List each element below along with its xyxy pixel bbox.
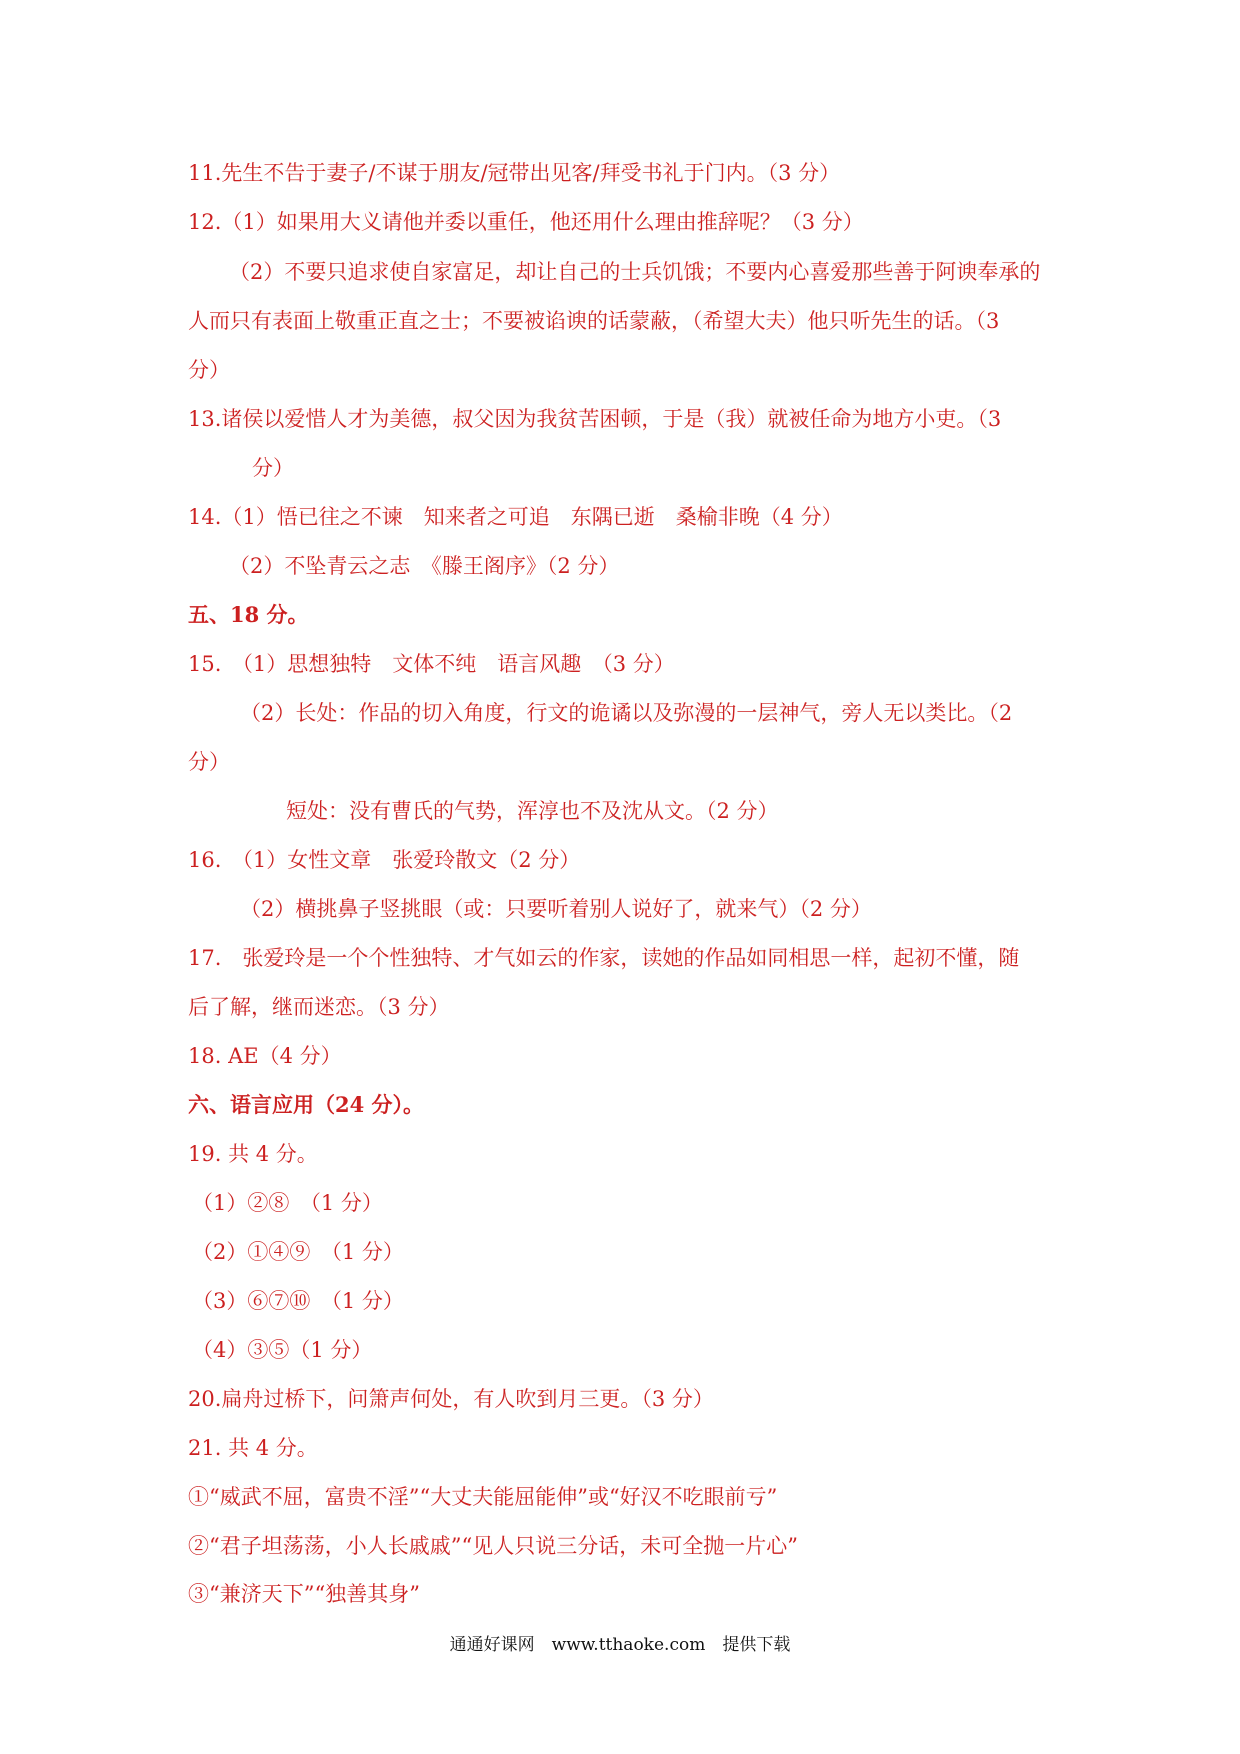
- answer-16-1: 16. （1）女性文章 张爱玲散文（2 分）: [188, 848, 581, 872]
- answer-19-2: （2）①④⑨ （1 分）: [192, 1240, 404, 1264]
- answer-12-1: 12.（1）如果用大义请他并委以重任，他还用什么理由推辞呢？（3 分）: [188, 210, 864, 234]
- answer-21-2: ②“君子坦荡荡，小人长戚戚”“见人只说三分话，未可全抛一片心”: [188, 1534, 798, 1558]
- answer-21-3: ③“兼济天下”“独善其身”: [188, 1582, 420, 1606]
- answer-14-2: （2）不坠青云之志 《滕王阁序》（2 分）: [229, 554, 620, 578]
- answer-19: 19. 共 4 分。: [188, 1142, 318, 1166]
- answer-17: 17. 张爱玲是一个个性独特、才气如云的作家，读她的作品如同相思一样，起初不懂，随: [188, 946, 1020, 970]
- answer-13-end: 分）: [252, 456, 294, 480]
- answer-20: 20.扁舟过桥下，问箫声何处，有人吹到月三更。（3 分）: [188, 1387, 714, 1411]
- answer-11: 11.先生不告于妻子/不谋于朋友/冠带出见客/拜受书礼于门内。（3 分）: [188, 161, 841, 185]
- page-footer: 通通好课网 www.tthaoke.com 提供下载: [449, 1635, 791, 1655]
- answer-12-2-end: 分）: [188, 358, 230, 382]
- answer-12-2-cont: 人而只有表面上敬重正直之士；不要被谄谀的话蒙蔽，（希望大夫）他只听先生的话。（3: [188, 309, 1000, 333]
- answer-21-1: ①“威武不屈，富贵不淫”“大丈夫能屈能伸”或“好汉不吃眼前亏”: [188, 1485, 778, 1509]
- answer-17-cont: 后了解，继而迷恋。（3 分）: [188, 995, 450, 1019]
- answer-19-1: （1）②⑧ （1 分）: [192, 1191, 383, 1215]
- answer-14-1: 14.（1）悟已往之不谏 知来者之可追 东隅已逝 桑榆非晚（4 分）: [188, 505, 843, 529]
- answer-18: 18. AE（4 分）: [188, 1044, 342, 1068]
- answer-16-2: （2）横挑鼻子竖挑眼（或：只要听着别人说好了，就来气）（2 分）: [240, 897, 872, 921]
- answer-15-1: 15. （1）思想独特 文体不纯 语言风趣 （3 分）: [188, 652, 675, 676]
- answer-15-2: （2）长处：作品的切入角度，行文的诡谲以及弥漫的一层神气，旁人无以类比。（2: [240, 701, 1013, 725]
- section-five-heading: 五、18 分。: [188, 602, 309, 627]
- answer-13: 13.诸侯以爱惜人才为美德，叔父因为我贫苦困顿，于是（我）就被任命为地方小吏。（3: [188, 407, 1002, 431]
- answer-15-2-short: 短处：没有曹氏的气势，浑淳也不及沈从文。（2 分）: [286, 799, 779, 823]
- answer-15-2-end: 分）: [188, 750, 230, 774]
- answer-12-2: （2）不要只追求使自家富足，却让自己的士兵饥饿；不要内心喜爱那些善于阿谀奉承的: [229, 260, 1041, 284]
- answer-19-3: （3）⑥⑦⑩ （1 分）: [192, 1289, 404, 1313]
- section-six-heading: 六、语言应用（24 分）。: [188, 1092, 425, 1117]
- answer-21: 21. 共 4 分。: [188, 1436, 318, 1460]
- answer-19-4: （4）③⑤（1 分）: [192, 1338, 373, 1362]
